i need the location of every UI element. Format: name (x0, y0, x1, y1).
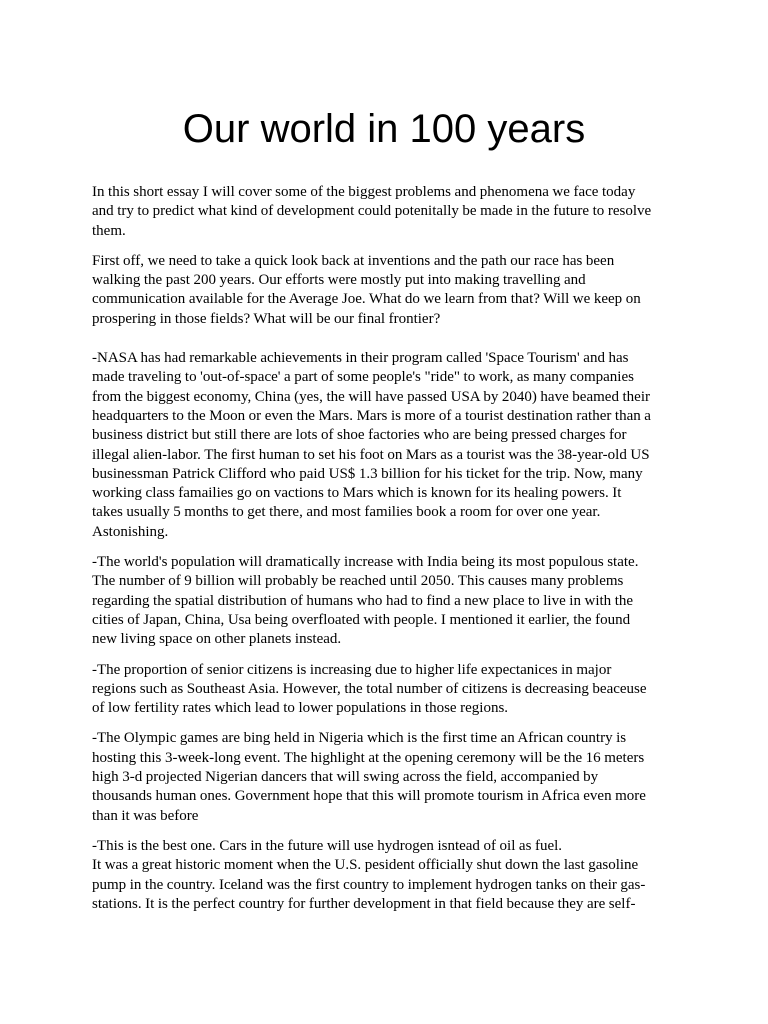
paragraph-gap (92, 329, 672, 349)
paragraph-gap (92, 826, 672, 837)
document-title: Our world in 100 years (182, 107, 586, 151)
document-body (92, 183, 672, 914)
paragraph-gap (92, 241, 672, 252)
paragraph-space-tourism: -NASA has had remarkable achievements in their program called 'Space Tourism' and has made traveling to 'out-of-space' a part of some people's "ride" to work, as many companies from the biggest economy, China (yes, the will have passed USA by 2040) have beamed their headquarters to the Moon or even the Mars. Mars is more of a tourist destination rather than a business district but still there are lots of shoe factories who are being pressed charges for illegal alien-labor. The first human to set his foot on Mars as a tourist was the 38-year-old US businessman Patrick Clifford who paid US$ 1.3 billion for his ticket for the trip. Now, many working class famailies go on vactions to Mars which is known for its healing powers. It takes usually 5 months to get there, and most families book a room for over one year. Astonishing. (92, 350, 651, 540)
paragraph-gap (92, 718, 672, 729)
paragraph-population: -The world's population will dramatically increase with India being its most populous state. The number of 9 billion will probably be reached until 2050. This causes many problems regarding the spatial distribution of humans who had to find a new place to live in with the cities of Japan, China, Usa being overfloated with people. I mentioned it earlier, the found new living space on other planets instead. (92, 554, 639, 648)
paragraph-hydrogen: -This is the best one. Cars in the future will use hydrogen isntead of oil as fuel. It was a great historic moment when the U.S. pesident officially shut down the last gasoline pump in the country. Iceland was the first country to implement hydrogen tanks on their gas- stations. It is the perfect country for further development in that field because they are self- (92, 837, 646, 912)
paragraph-history: First off, we need to take a quick look back at inventions and the path our race has been walking the past 200 years. Our efforts were mostly put into making travelling and communication available for the Average Joe. What do we learn from that? Will we keep on prospering in those fields? What will be our final frontier? (92, 252, 641, 327)
paragraph-gap (92, 650, 672, 661)
paragraph-senior-citizens: -The proportion of senior citizens is increasing due to higher life expectanices in major regions such as Southeast Asia. However, the total number of citizens is decreasing beaceuse of low fertility rates which lead to lower populations in those regions. (92, 661, 647, 717)
paragraph-gap (92, 542, 672, 553)
paragraph-olympics: -The Olympic games are bing held in Nigeria which is the first time an African country is hosting this 3-week-long event. The highlight at the opening ceremony will be the 16 meters high 3-d projected Nigerian dancers that will swing across the field, accompanied by thousands human ones. Government hope that this will promote tourism in Africa even more than it was before (92, 730, 646, 824)
paragraph-intro: In this short essay I will cover some of the biggest problems and phenomena we face today and try to predict what kind of development could potenitally be made in the future to resolve them. (92, 184, 652, 239)
